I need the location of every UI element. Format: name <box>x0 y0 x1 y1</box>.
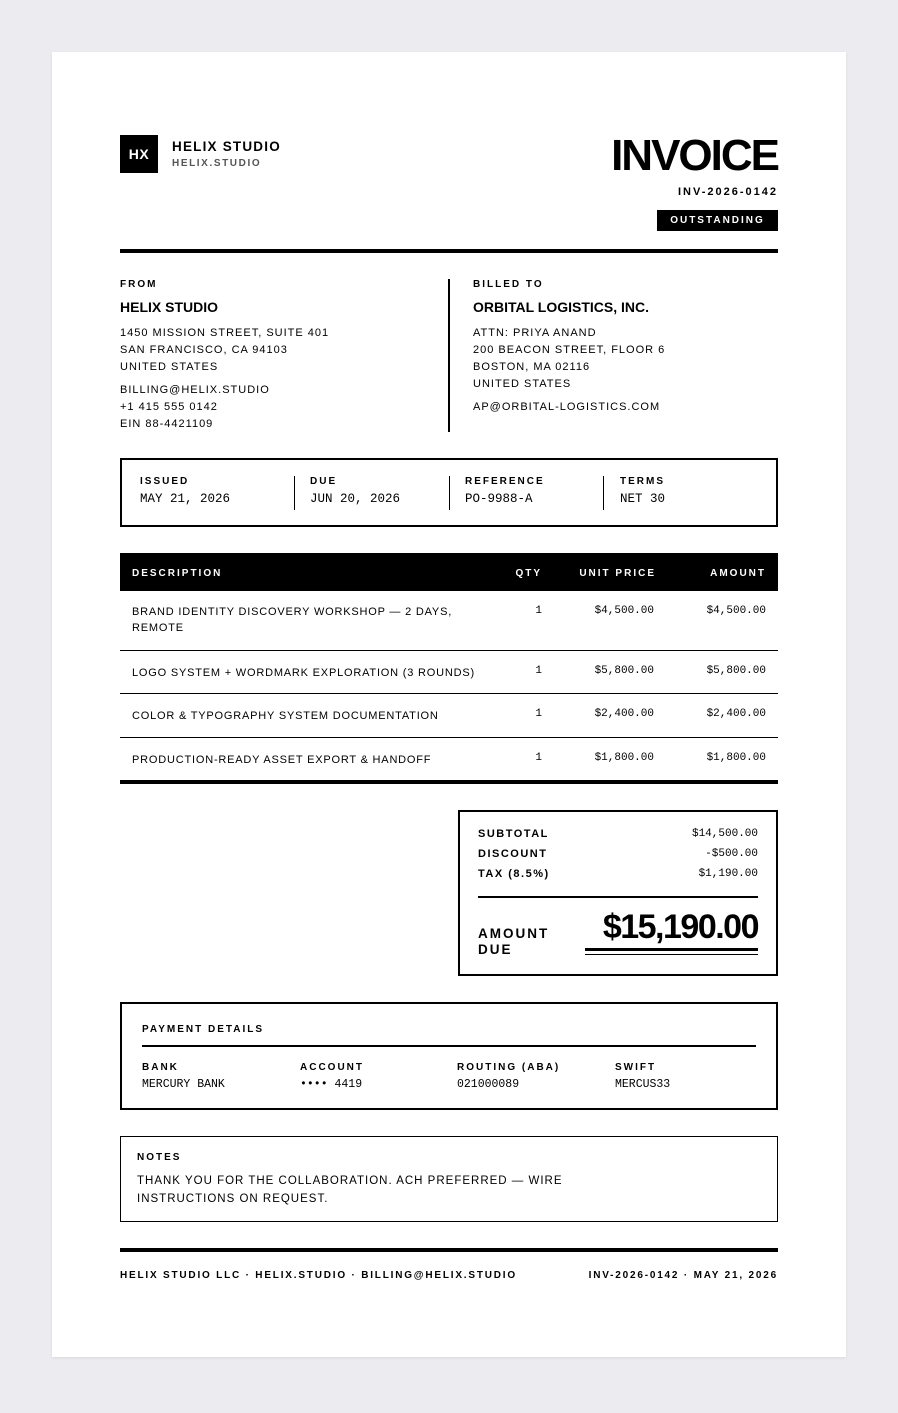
item-unit-price: $5,800.00 <box>594 665 654 677</box>
item-qty: 1 <box>535 752 542 764</box>
from-ein: EIN 88-4421109 <box>120 418 214 430</box>
items-table-header <box>120 553 778 591</box>
col-qty: QTY <box>515 568 542 579</box>
meta-label: REFERENCE <box>465 476 545 487</box>
item-amount: $2,400.00 <box>706 708 766 720</box>
from-email: BILLING@HELIX.STUDIO <box>120 384 270 396</box>
item-qty: 1 <box>535 708 542 720</box>
from-label: FROM <box>120 279 158 290</box>
amount-due-underline <box>585 948 758 951</box>
meta-issued <box>140 476 230 510</box>
billed-to-address-line: BOSTON, MA 02116 <box>473 361 591 373</box>
meta-value: NET 30 <box>620 492 666 506</box>
item-description: BRAND IDENTITY DISCOVERY WORKSHOP — 2 DAYS, REMOTE <box>132 606 453 634</box>
subtotal-value: $14,500.00 <box>691 828 758 840</box>
payment-label: ACCOUNT <box>300 1062 364 1073</box>
billed-to-address-line: 200 BEACON STREET, FLOOR 6 <box>473 344 666 356</box>
discount-label: DISCOUNT <box>478 848 548 860</box>
invoice-number: INV-2026-0142 <box>678 186 778 198</box>
page-title: INVOICE <box>611 131 778 180</box>
payment-label: ROUTING (ABA) <box>457 1062 561 1073</box>
footer-left: HELIX STUDIO LLC · HELIX.STUDIO · BILLING@HELIX.STUDIO <box>120 1270 517 1281</box>
item-unit-price: $4,500.00 <box>594 605 654 617</box>
from-address-line: 1450 MISSION STREET, SUITE 401 <box>120 327 330 339</box>
tax-label: TAX (8.5%) <box>478 868 550 880</box>
meta-label: TERMS <box>620 476 665 487</box>
logo-text: HX <box>128 146 150 162</box>
payment-title: PAYMENT DETAILS <box>142 1024 265 1035</box>
meta-divider <box>603 476 604 510</box>
billed-to-email: AP@ORBITAL-LOGISTICS.COM <box>473 401 661 413</box>
item-qty: 1 <box>535 605 542 617</box>
from-block <box>120 279 329 433</box>
item-unit-price: $2,400.00 <box>594 708 654 720</box>
meta-due <box>310 476 400 510</box>
from-address-line: UNITED STATES <box>120 361 219 373</box>
payment-routing <box>457 1062 560 1091</box>
meta-terms <box>620 476 665 510</box>
billed-to-address-line: UNITED STATES <box>473 378 572 390</box>
payment-divider <box>142 1045 756 1047</box>
payment-label: SWIFT <box>615 1062 657 1073</box>
payment-swift <box>615 1062 670 1091</box>
table-row <box>120 694 778 738</box>
amount-due-label: AMOUNT DUE <box>478 926 550 957</box>
item-amount: $5,800.00 <box>706 665 766 677</box>
discount-value: -$500.00 <box>705 848 758 860</box>
payment-value: 021000089 <box>457 1078 520 1091</box>
meta-value: MAY 21, 2026 <box>140 492 231 506</box>
payment-details <box>120 1002 778 1110</box>
col-unit-price: UNIT PRICE <box>579 568 656 579</box>
item-amount: $1,800.00 <box>706 752 766 764</box>
meta-divider <box>449 476 450 510</box>
billed-to-name: ORBITAL LOGISTICS, INC. <box>473 299 650 315</box>
amount-due-underline <box>585 954 758 955</box>
billed-to-block <box>473 279 665 416</box>
meta-value: JUN 20, 2026 <box>310 492 401 506</box>
col-description: DESCRIPTION <box>132 568 223 579</box>
brand-logo <box>120 135 158 173</box>
payment-value: MERCURY BANK <box>142 1078 225 1091</box>
notes-text: THANK YOU FOR THE COLLABORATION. ACH PREFERRED — WIRE INSTRUCTIONS ON REQUEST. <box>137 1175 563 1205</box>
meta-label: ISSUED <box>140 476 190 487</box>
table-row <box>120 591 778 651</box>
totals-divider <box>478 896 758 898</box>
from-name: HELIX STUDIO <box>120 299 219 315</box>
payment-value: •••• 4419 <box>300 1078 363 1091</box>
subtotal-label: SUBTOTAL <box>478 828 549 840</box>
meta-label: DUE <box>310 476 338 487</box>
notes-box <box>120 1136 778 1222</box>
footer-divider <box>120 1248 778 1252</box>
payment-account <box>300 1062 364 1091</box>
table-row <box>120 738 778 780</box>
table-bottom-rule <box>120 780 778 784</box>
billed-to-address-line: ATTN: PRIYA ANAND <box>473 327 597 339</box>
brand-url: HELIX.STUDIO <box>172 158 262 169</box>
payment-value: MERCUS33 <box>615 1078 671 1091</box>
item-description: LOGO SYSTEM + WORDMARK EXPLORATION (3 ROUNDS) <box>132 667 475 679</box>
party-divider <box>448 279 450 432</box>
header-divider <box>120 249 778 253</box>
item-description: COLOR & TYPOGRAPHY SYSTEM DOCUMENTATION <box>132 710 439 722</box>
billed-to-label: BILLED TO <box>473 279 544 290</box>
invoice-meta <box>120 458 778 527</box>
from-address-line: SAN FRANCISCO, CA 94103 <box>120 344 288 356</box>
item-description: PRODUCTION-READY ASSET EXPORT & HANDOFF <box>132 754 432 766</box>
item-unit-price: $1,800.00 <box>594 752 654 764</box>
table-row <box>120 651 778 694</box>
payment-bank <box>142 1062 225 1091</box>
brand-name: HELIX STUDIO <box>172 139 281 154</box>
from-phone: +1 415 555 0142 <box>120 401 218 413</box>
meta-value: PO-9988-A <box>465 492 533 506</box>
payment-label: BANK <box>142 1062 179 1073</box>
invoice-page <box>52 52 846 1357</box>
footer-right: INV-2026-0142 · MAY 21, 2026 <box>588 1270 778 1281</box>
status-text: OUTSTANDING <box>670 215 765 226</box>
amount-due-value: $15,190.00 <box>602 908 758 946</box>
item-qty: 1 <box>535 665 542 677</box>
notes-label: NOTES <box>137 1152 182 1163</box>
item-amount: $4,500.00 <box>706 605 766 617</box>
status-badge <box>657 210 778 231</box>
tax-value: $1,190.00 <box>698 868 758 880</box>
col-amount: AMOUNT <box>710 568 766 579</box>
totals-box <box>458 810 778 976</box>
meta-reference <box>465 476 545 510</box>
meta-divider <box>294 476 295 510</box>
